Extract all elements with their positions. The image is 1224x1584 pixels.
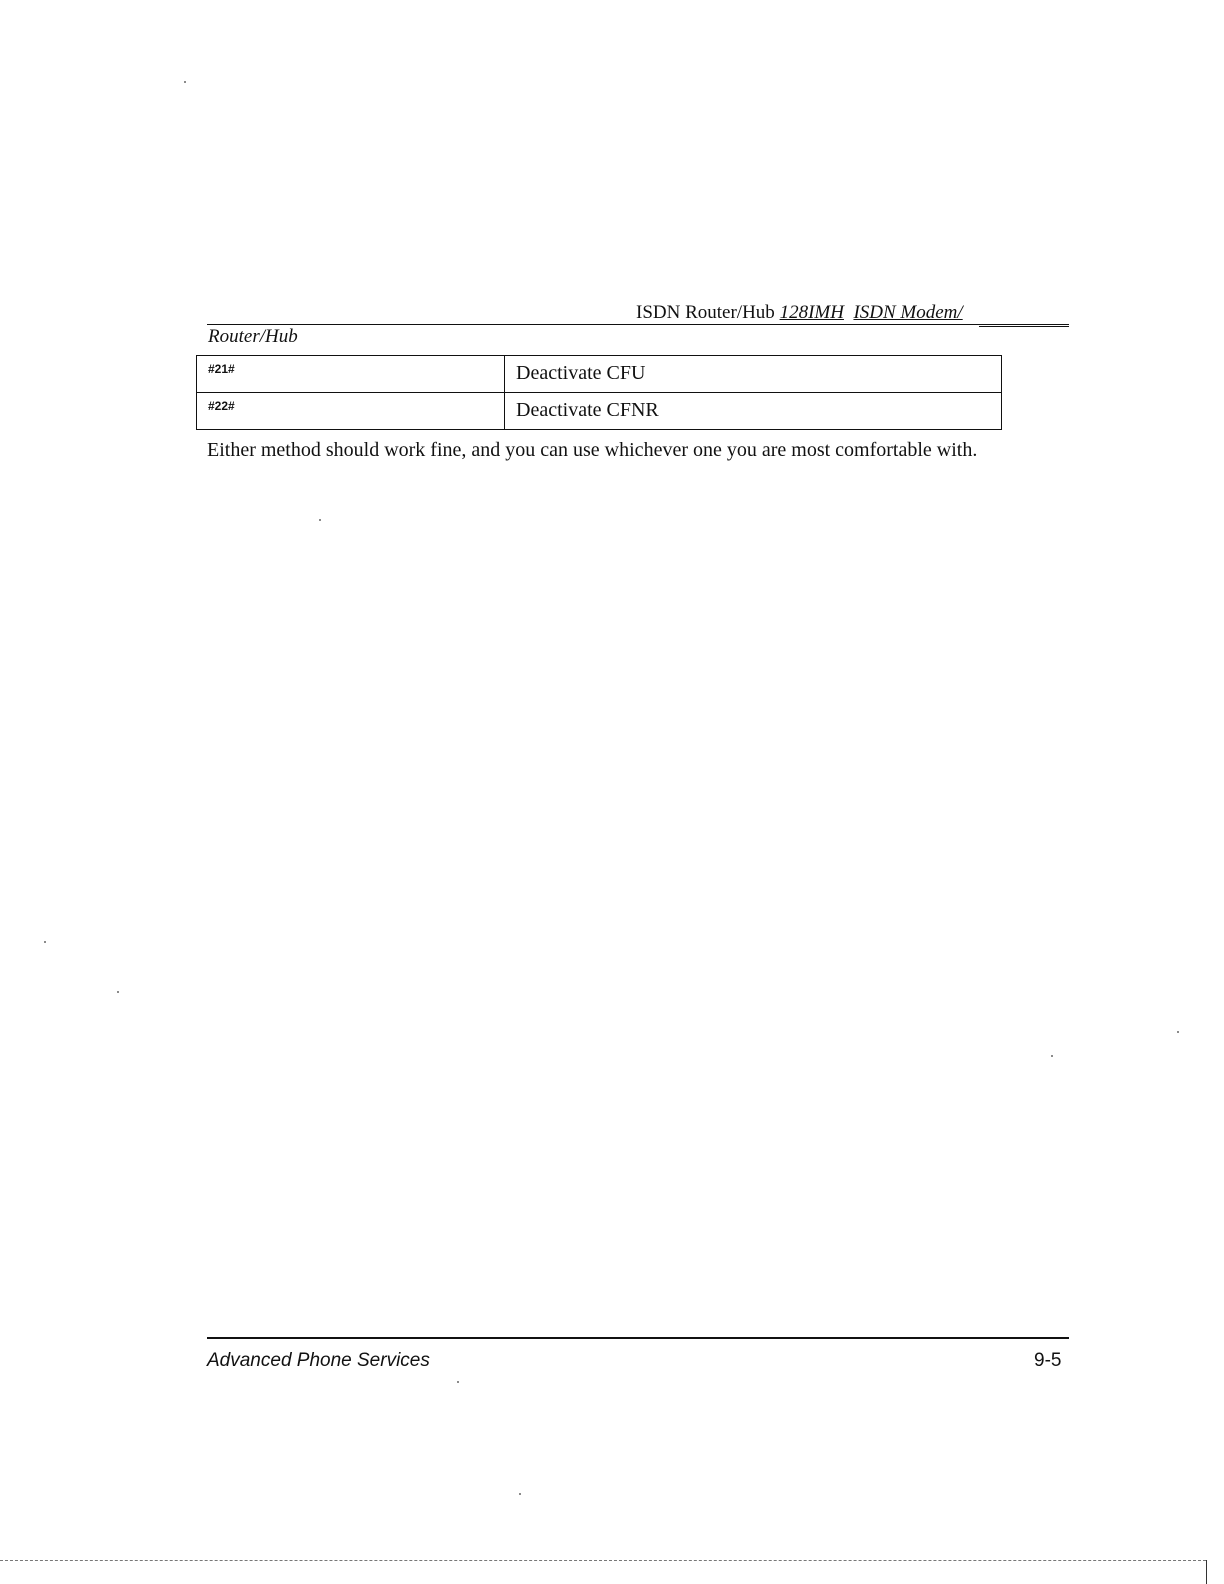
scan-speck: [457, 1381, 459, 1383]
code-table: [196, 355, 1002, 430]
footer-rule: [207, 1337, 1069, 1339]
scan-speck: [1051, 1055, 1053, 1057]
running-header-model: 128IMH: [779, 302, 844, 323]
table-row: [197, 393, 1002, 430]
scan-speck: [184, 81, 186, 83]
body-paragraph: Either method should work fine, and you can use whichever one you are most comfortable with.: [207, 439, 978, 461]
description-cell: Deactivate CFNR: [505, 393, 1002, 430]
table-row: [197, 356, 1002, 393]
footer-chapter-title: Advanced Phone Services: [207, 1350, 430, 1371]
code-cell: #21#: [197, 356, 505, 393]
running-header-plain: ISDN Router/Hub: [636, 302, 775, 323]
scan-speck: [44, 941, 46, 943]
scan-speck: [1177, 1031, 1179, 1033]
running-header-continuation: Router/Hub: [208, 326, 298, 347]
header-rule: [207, 324, 1069, 325]
scan-speck: [519, 1493, 521, 1495]
running-header-italic: ISDN Modem/: [853, 302, 963, 323]
scan-edge-corner: [1206, 1560, 1207, 1584]
running-header: [636, 302, 963, 324]
page-number: 9-5: [1034, 1350, 1062, 1371]
code-cell: #22#: [197, 393, 505, 430]
scan-speck: [117, 991, 119, 993]
scan-speck: [319, 519, 321, 521]
description-cell: Deactivate CFU: [505, 356, 1002, 393]
header-rule-right: [979, 326, 1069, 327]
scan-edge-line: [0, 1560, 1206, 1561]
